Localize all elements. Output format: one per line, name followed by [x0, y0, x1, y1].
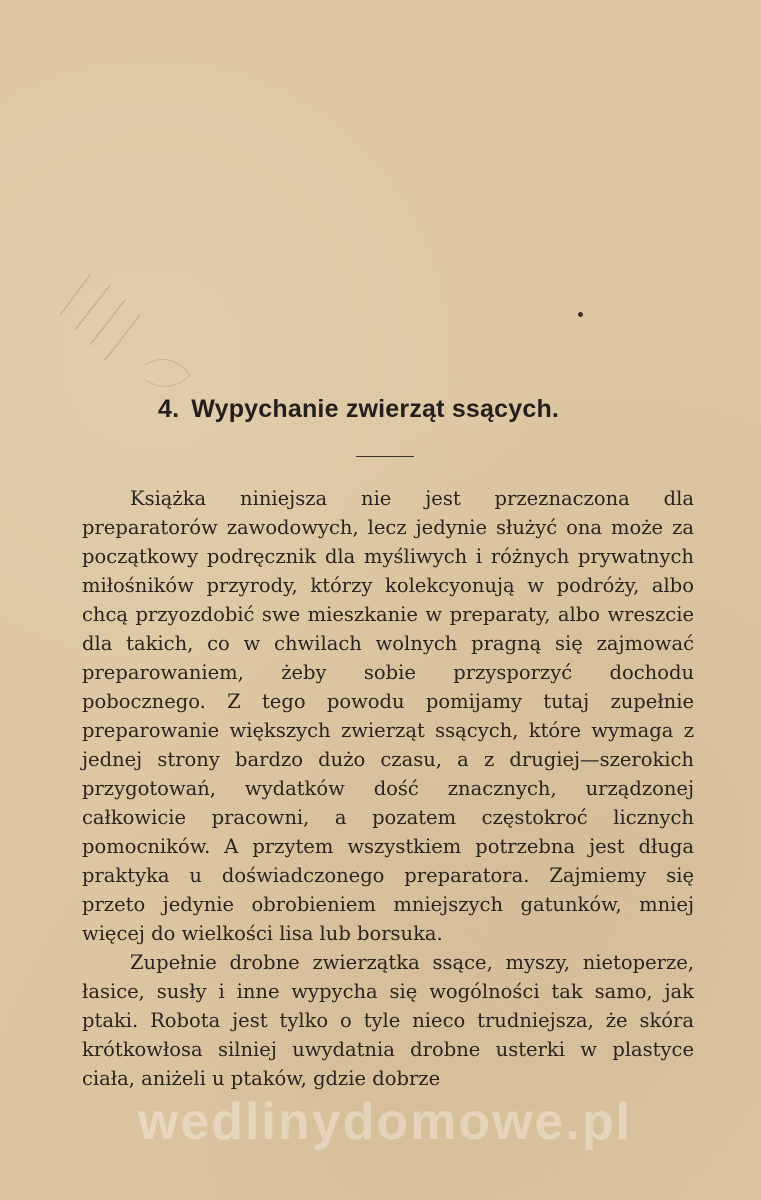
heading-divider — [356, 456, 414, 457]
paragraph: Zupełnie drobne zwierzątka ssące, myszy, nietoperze, łasice, susły i inne wypycha się wogólności tak samo, jak ptaki. Robota jest tylko o tyle nieco trudniejsza, że skóra krótkowłosa silniej uwydatnia drobne usterki w plastyce ciała, aniżeli u ptaków, gdzie dobrze — [82, 951, 694, 1090]
body-text — [82, 484, 694, 1093]
chapter-number: 4. — [158, 395, 180, 423]
chapter-heading — [158, 395, 618, 424]
paragraph: Książka niniejsza nie jest przeznaczona dla preparatorów zawodowych, lecz jedynie służyć ona może za początkowy podręcznik dla myśliwych i różnych prywatnych miłośników przyrody, którzy kolekcyonują w podróży, albo chcą przyozdobić swe mieszkanie w preparaty, albo wreszcie dla takich, co w chwilach wolnych pragną się zajmować preparowaniem, żeby sobie przysporzyć dochodu pobocznego. Z tego powodu pomijamy tutaj zupełnie preparowanie większych zwierząt ssących, które wymaga z jednej strony bardzo dużo czasu, a z drugiej—szerokich przygotowań, wydatków dość znacznych, urządzonej całkowicie pracowni, a pozatem częstokroć licznych pomocników. A przytem wszystkiem potrzebna jest długa praktyka u doświadczonego preparatora. Zajmiemy się przeto jedynie obrobieniem mniejszych gatunków, mniej więcej do wielkości lisa lub borsuka. — [82, 487, 694, 945]
ink-dot — [578, 312, 583, 317]
pencil-scribble — [50, 255, 250, 455]
watermark: wedlinydomowe.pl — [137, 1093, 633, 1151]
chapter-title: Wypychanie zwierząt ssących. — [191, 395, 560, 423]
